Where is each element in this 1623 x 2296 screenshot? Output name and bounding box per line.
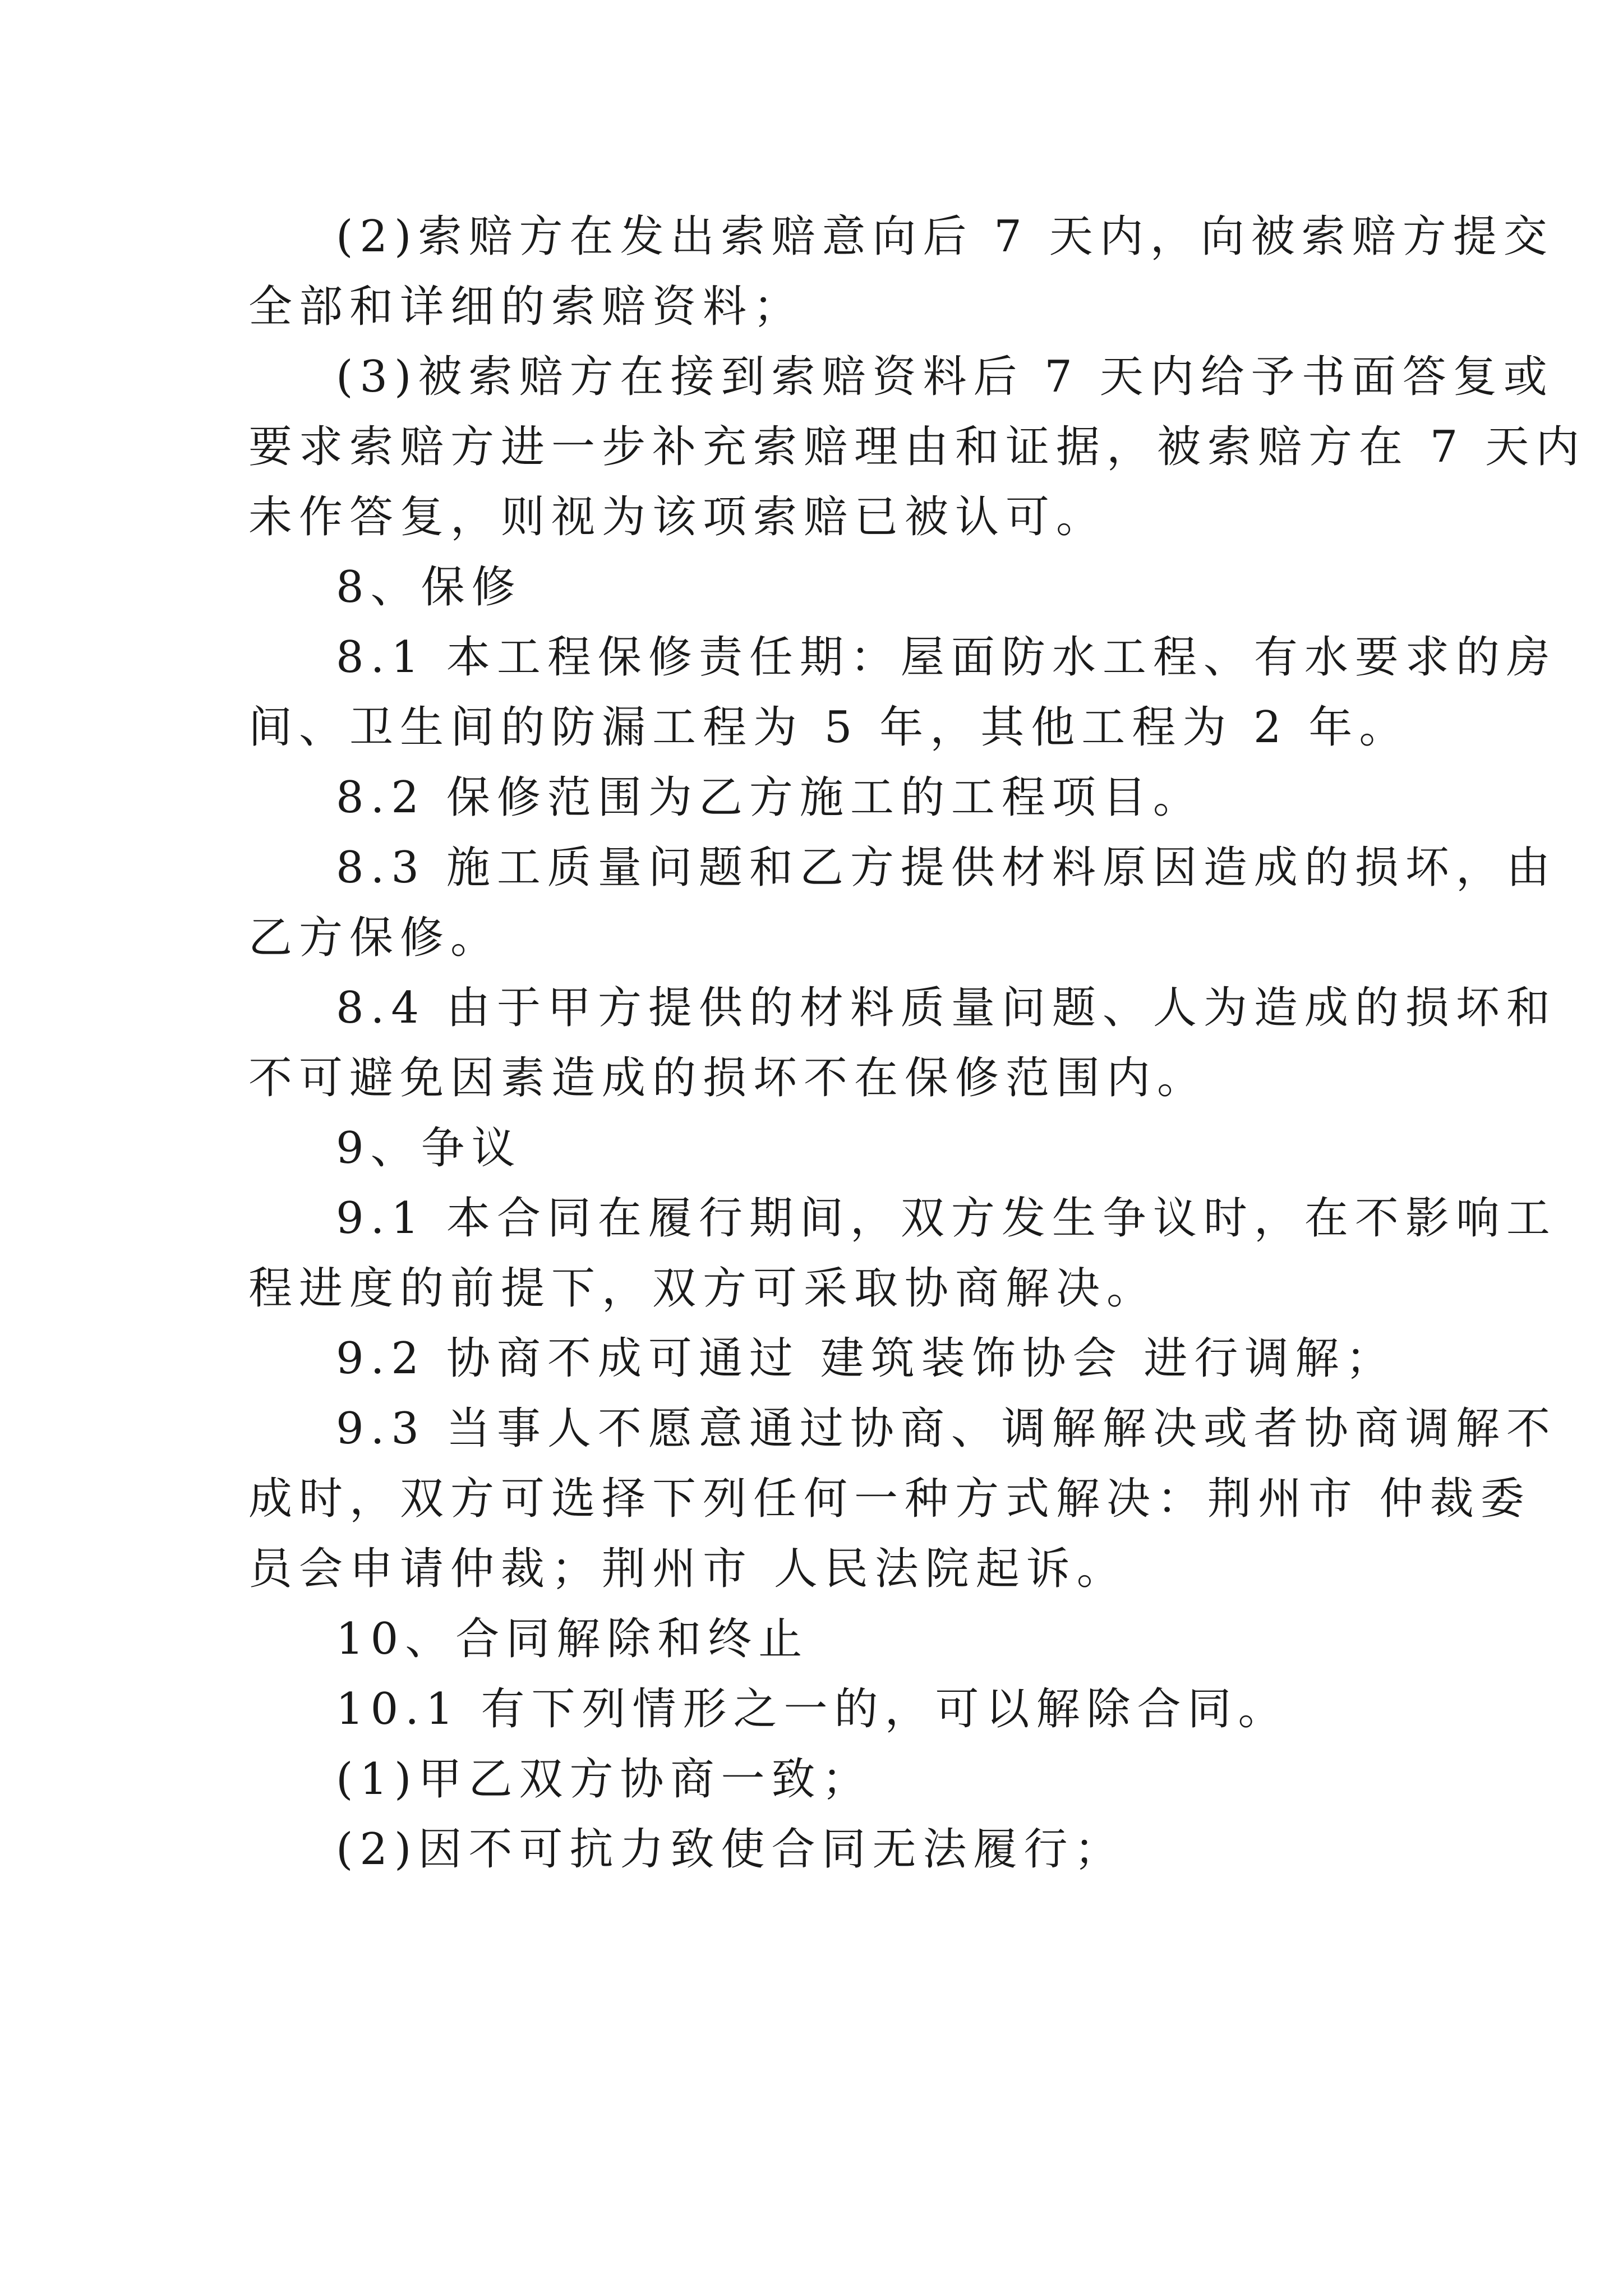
clause-8-1 [248, 623, 1557, 763]
text-line: (2)索赔方在发出索赔意向后 7 天内，向被索赔方提交 [336, 211, 1554, 262]
termination-condition-2 [248, 1815, 1387, 1885]
text-line: 8.2 保修范围为乙方施工的工程项目。 [336, 772, 1204, 823]
document-body [248, 202, 1587, 1885]
paragraph-claim-step-2 [248, 202, 1554, 342]
section-heading-termination [248, 1604, 1387, 1674]
clause-8-4 [248, 973, 1557, 1114]
termination-condition-1 [248, 1745, 1387, 1815]
text-line: 10.1 有下列情形之一的，可以解除合同。 [336, 1684, 1289, 1734]
clause-9-2 [248, 1324, 1396, 1394]
text-line: 8.1 本工程保修责任期：屋面防水工程、有水要求的房 [336, 632, 1557, 683]
text-line: 程进度的前提下，双方可采取协商解决。 [248, 1263, 1158, 1314]
text-line: 不可避免因素造成的损坏不在保修范围内。 [248, 1053, 1208, 1103]
text-line: (3)被索赔方在接到索赔资料后 7 天内给予书面答复或 [336, 352, 1554, 402]
text-line: 9.2 协商不成可通过 建筑装饰协会 进行调解； [336, 1333, 1396, 1384]
clause-9-3 [248, 1394, 1557, 1604]
text-line: 全部和详细的索赔资料； [248, 282, 804, 332]
text-line: 间、卫生间的防漏工程为 5 年，其他工程为 2 年。 [248, 702, 1410, 753]
section-heading-dispute [248, 1114, 1387, 1184]
text-line: 员会申请仲裁；荆州市 人民法院起诉。 [248, 1544, 1127, 1594]
text-line: 乙方保修。 [248, 913, 501, 963]
text-line: 要求索赔方进一步补充索赔理由和证据，被索赔方在 7 天内 [248, 422, 1587, 472]
text-line: (1)甲乙双方协商一致； [336, 1754, 873, 1805]
paragraph-claim-step-3 [248, 342, 1587, 553]
text-line: 10、合同解除和终止 [336, 1614, 809, 1664]
clause-8-3 [248, 833, 1557, 973]
clause-9-1 [248, 1184, 1557, 1324]
text-line: 成时，双方可选择下列任何一种方式解决：荆州市 仲裁委 [248, 1474, 1531, 1524]
text-line: 9.1 本合同在履行期间，双方发生争议时，在不影响工 [336, 1193, 1557, 1244]
text-line: 8.3 施工质量问题和乙方提供材料原因造成的损坏，由 [336, 843, 1557, 893]
text-line: 8.4 由于甲方提供的材料质量问题、人为造成的损坏和 [336, 983, 1557, 1033]
text-line: (2)因不可抗力致使合同无法履行； [336, 1824, 1125, 1875]
text-line: 9、争议 [336, 1123, 522, 1174]
text-line: 9.3 当事人不愿意通过协商、调解解决或者协商调解不 [336, 1404, 1557, 1454]
text-line: 未作答复，则视为该项索赔已被认可。 [248, 492, 1107, 542]
text-line: 8、保修 [336, 562, 522, 613]
clause-8-2 [248, 763, 1387, 833]
clause-10-1 [248, 1674, 1387, 1745]
section-heading-warranty [248, 553, 1387, 623]
